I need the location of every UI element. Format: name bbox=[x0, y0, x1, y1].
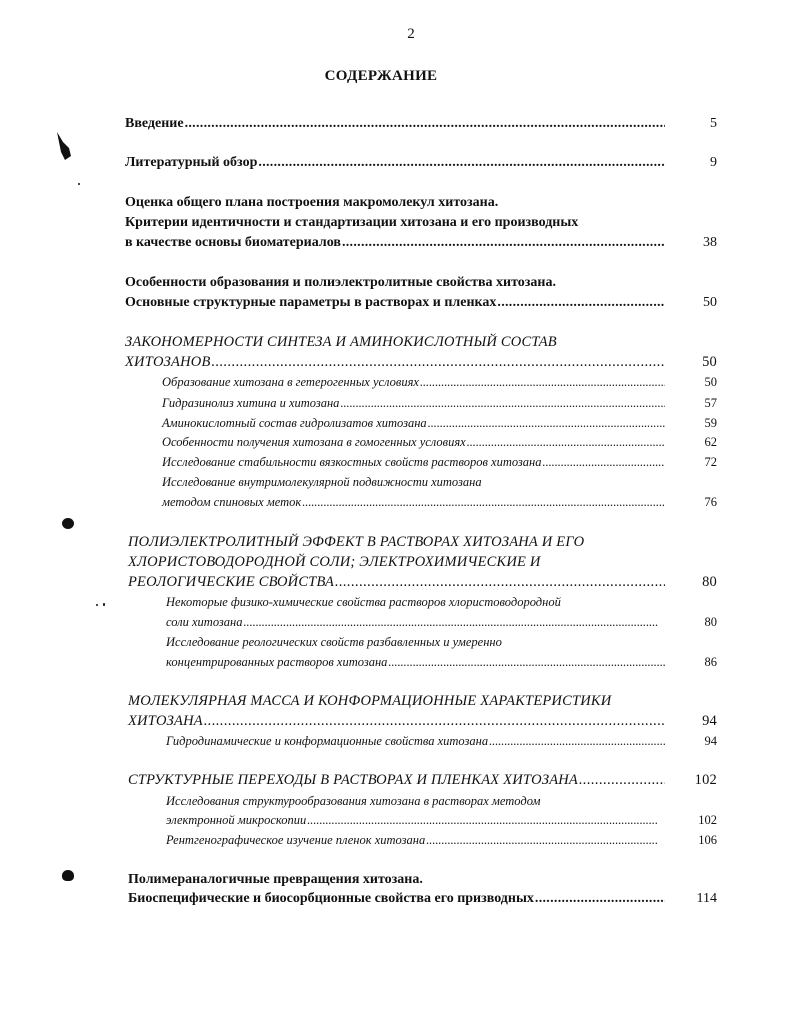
toc-entry-review[interactable]: Литературный обзор . . . 9 bbox=[125, 153, 665, 173]
toc-subentry-line2[interactable]: методом спиновых меток . . . 76 bbox=[162, 492, 665, 512]
toc-subentry[interactable]: Гидродинамические и конформационные свойства хитозана . . . 94 bbox=[166, 731, 665, 751]
toc-page-number: 86 bbox=[704, 655, 717, 669]
toc-entry-s3-line1[interactable]: Полимераналогичные превращения хитозана. bbox=[128, 872, 423, 887]
toc-subentry-line2[interactable]: электронной микроскопии . . . 102 bbox=[166, 810, 657, 830]
toc-subentry[interactable]: Гидразинолиз хитина и хитозана . . . 57 bbox=[162, 393, 665, 413]
toc-page-number: 57 bbox=[704, 396, 717, 410]
toc-page-number: 50 bbox=[702, 354, 717, 370]
toc-page-number: 76 bbox=[704, 495, 717, 509]
toc-page-number: 62 bbox=[704, 435, 717, 449]
toc-chapter1-line2[interactable]: ХИТОЗАНОВ . . . 50 bbox=[125, 352, 665, 372]
toc-page-number: 50 bbox=[703, 295, 717, 310]
toc-chapter2-line1[interactable]: ПОЛИЭЛЕКТРОЛИТНЫЙ ЭФФЕКТ В РАСТВОРАХ ХИТОЗАНА И ЕГО bbox=[128, 534, 585, 550]
toc-chapter4[interactable]: СТРУКТУРНЫЕ ПЕРЕХОДЫ В РАСТВОРАХ И ПЛЕНКАХ ХИТОЗАНА . . . 102 bbox=[128, 770, 665, 790]
punch-hole-icon bbox=[62, 870, 74, 881]
toc-title: СОДЕРЖАНИЕ bbox=[324, 68, 438, 84]
toc-page-number: 80 bbox=[704, 615, 717, 629]
toc-page-number: 102 bbox=[698, 813, 717, 827]
toc-entry-s2-line2[interactable]: Основные структурные параметры в растворах и пленках . . . 50 bbox=[125, 293, 665, 313]
toc-chapter2-line2[interactable]: ХЛОРИСТОВОДОРОДНОЙ СОЛИ; ЭЛЕКТРОХИМИЧЕСКИЕ И bbox=[128, 554, 541, 570]
toc-chapter1-line1[interactable]: ЗАКОНОМЕРНОСТИ СИНТЕЗА И АМИНОКИСЛОТНЫЙ СОСТАВ bbox=[125, 334, 557, 350]
toc-subentry-line2[interactable]: соли хитозана . . . 80 bbox=[166, 612, 665, 632]
toc-page-number: 80 bbox=[702, 574, 717, 590]
toc-subentry-line2[interactable]: концентрированных растворов хитозана . . . 86 bbox=[166, 652, 665, 672]
toc-entry-s3-line2[interactable]: Биоспецифические и биосорбционные свойства его призводных . . . 114 bbox=[128, 889, 665, 909]
toc-page-number: 94 bbox=[702, 713, 717, 729]
toc-entry-s2-line1[interactable]: Особенности образования и полиэлектролитные свойства хитозана. bbox=[125, 275, 556, 290]
toc-page-number: 114 bbox=[696, 891, 717, 906]
page-number: 2 bbox=[407, 26, 415, 42]
toc-page-number: 102 bbox=[694, 772, 717, 788]
toc-page-number: 94 bbox=[704, 734, 717, 748]
toc-subentry[interactable]: Рентгенографическое изучение пленок хитозана . . . 106 bbox=[166, 830, 657, 850]
toc-entry-s1-line2[interactable]: Критерии идентичности и стандартизации хитозана и его производных bbox=[125, 215, 579, 230]
toc-subentry[interactable]: Исследование стабильности вязкостных свойств растворов хитозана . . . 72 bbox=[162, 452, 665, 472]
toc-subentry[interactable]: Аминокислотный состав гидролизатов хитозана . . . 59 bbox=[162, 413, 665, 433]
scan-speck-icon bbox=[78, 183, 80, 185]
toc-page-number: 59 bbox=[704, 416, 717, 430]
scan-speck-icon bbox=[55, 130, 77, 164]
toc-page-number: 72 bbox=[704, 455, 717, 469]
toc-page-number: 50 bbox=[704, 375, 717, 389]
toc-chapter3-line1[interactable]: МОЛЕКУЛЯРНАЯ МАССА И КОНФОРМАЦИОННЫЕ ХАРАКТЕРИСТИКИ bbox=[128, 693, 612, 709]
punch-hole-icon bbox=[62, 518, 74, 529]
toc-page-number: 5 bbox=[710, 116, 717, 131]
toc-subentry[interactable]: Образование хитозана в гетерогенных условиях . . . 50 bbox=[162, 372, 665, 392]
toc-page-number: 38 bbox=[703, 235, 717, 250]
toc-subentry-line1[interactable]: Исследования структурообразования хитозана в растворах методом bbox=[166, 794, 541, 808]
scan-speck-icon bbox=[96, 604, 98, 606]
toc-page-number: 106 bbox=[698, 833, 717, 847]
toc-chapter3-line2[interactable]: ХИТОЗАНА . . . 94 bbox=[128, 711, 665, 731]
toc-subentry-line1[interactable]: Исследование внутримолекулярной подвижности хитозана bbox=[162, 475, 482, 489]
toc-subentry[interactable]: Особенности получения хитозана в гомогенных условиях . . . 62 bbox=[162, 432, 665, 452]
toc-subentry-line1[interactable]: Исследование реологических свойств разбавленных и умеренно bbox=[166, 635, 502, 649]
toc-subentry-line1[interactable]: Некоторые физико-химические свойства растворов хлористоводородной bbox=[166, 595, 561, 609]
toc-chapter2-line3[interactable]: РЕОЛОГИЧЕСКИЕ СВОЙСТВА . . . 80 bbox=[128, 572, 665, 592]
toc-entry-s1-line1[interactable]: Оценка общего плана построения макромолекул хитозана. bbox=[125, 195, 499, 210]
toc-entry-s1-line3[interactable]: в качестве основы биоматериалов . . . 38 bbox=[125, 233, 665, 253]
scan-speck-icon bbox=[103, 603, 105, 606]
toc-entry-intro[interactable]: Введение . . . 5 bbox=[125, 114, 665, 134]
toc-page-number: 9 bbox=[710, 155, 717, 170]
